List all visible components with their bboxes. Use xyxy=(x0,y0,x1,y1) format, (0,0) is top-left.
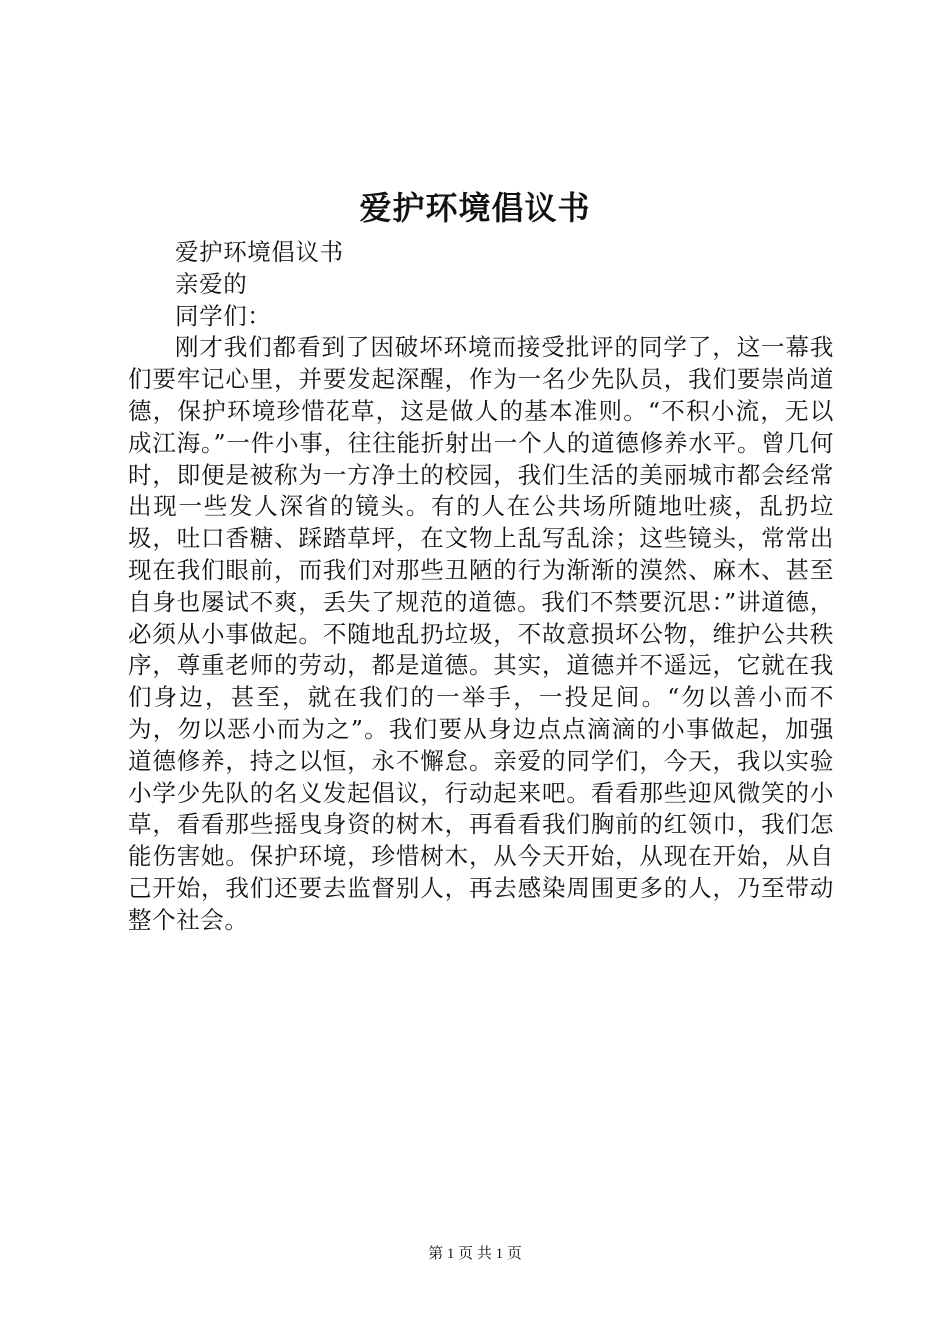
subtitle-line: 爱护环境倡议书 xyxy=(175,238,344,266)
document-body xyxy=(128,237,834,937)
salutation-line: 亲爱的 xyxy=(175,269,248,298)
page-number-footer: 第 1 页 共 1 页 xyxy=(428,1246,522,1262)
addressee-line: 同学们： xyxy=(175,301,272,330)
document-title: 爱护环境倡议书 xyxy=(359,189,591,227)
body-paragraph: 刚才我们都看到了因破坏环境而接受批评的同学了，这一幕我们要牢记心里，并要发起深醒，作为一名少先队员，我们要崇尚道德，保护环境珍惜花草，这是做人的基本准则。“不积小流，无以成江海。”一件小事，往往能折射出一个人的道德修养水平。曾几何时，即便是被称为一方净土的校园，我们生活的美丽城市都会经常出现一些发人深省的镜头。有的人在公共场所随地吐痰，乱扔垃圾，吐口香糖、踩踏草坪，在文物上乱写乱涂；这些镜头，常常出现在我们眼前，而我们对那些丑陋的行为渐渐的漠然、麻木、甚至自身也屡试不爽，丢失了规范的道德。我们不禁要沉思：”讲道德，必须从小事做起。不随地乱扔垃圾，不故意损坏公物，维护公共秩序，尊重老师的劳动，都是道德。其实，道德并不遥远，它就在我们身边，甚至，就在我们的一举手，一投足间。“勿以善小而不为，勿以恶小而为之”。我们要从身边点点滴滴的小事做起，加强道德修养，持之以恒，永不懈怠。亲爱的同学们，今天，我以实验小学少先队的名义发起倡议，行动起来吧。看看那些迎风微笑的小草，看看那些摇曳身资的树木，再看看我们胸前的红领巾，我们怎能伤害她。保护环境，珍惜树木，从今天开始，从现在开始，从自己开始，我们还要去监督别人，再去感染周围更多的人，乃至带动整个社会。 xyxy=(128,333,834,934)
